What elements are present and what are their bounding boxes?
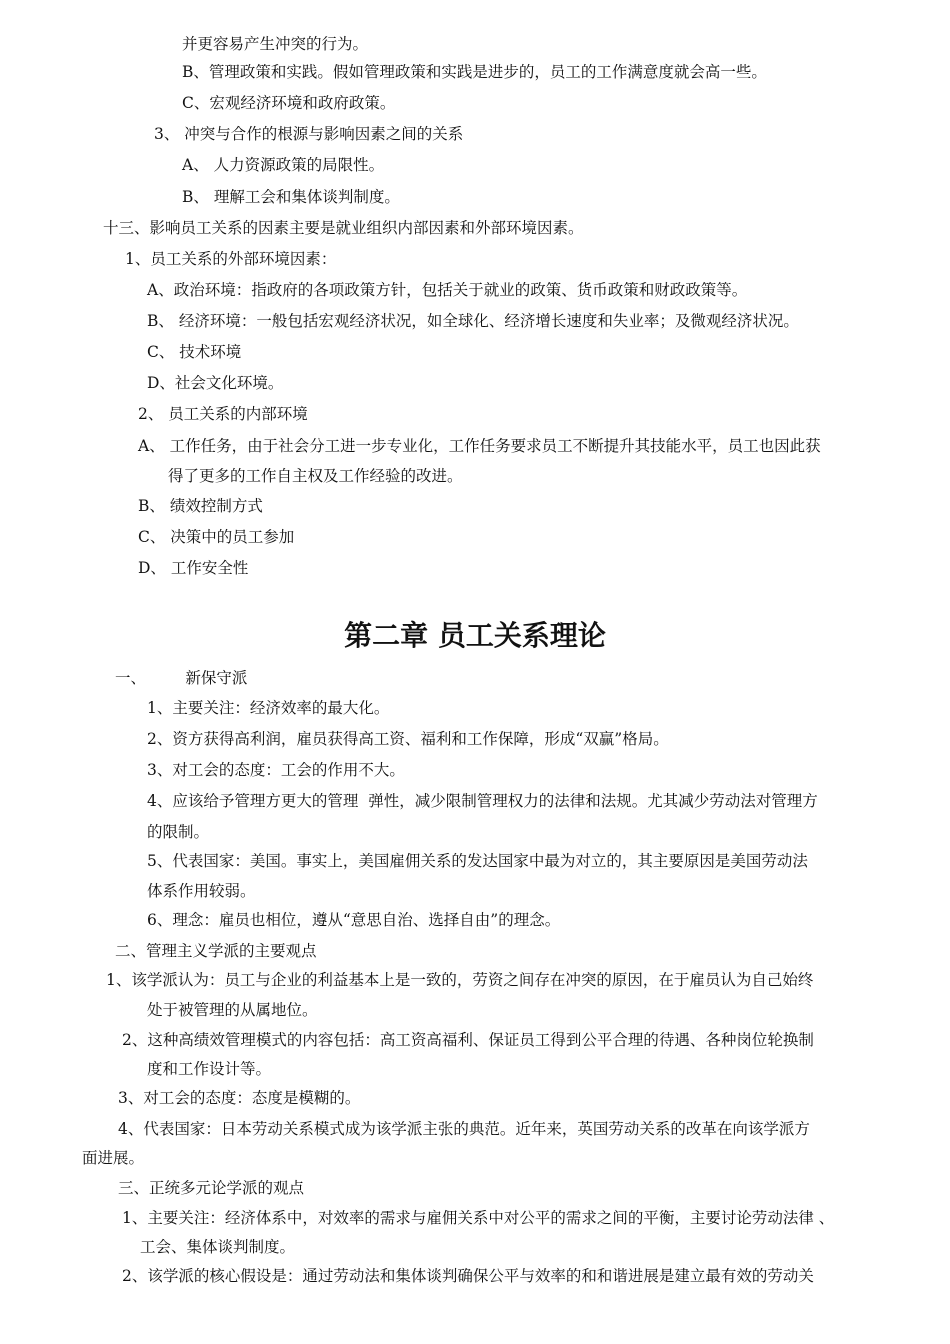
text-line: B、 绩效控制方式 [138, 497, 263, 515]
text-line: 二、管理主义学派的主要观点 [115, 942, 317, 960]
text-line: 1、主要关注：经济体系中，对效率的需求与雇佣关系中对公平的需求之间的平衡，主要讨论劳动法律 、 [122, 1209, 835, 1227]
text-line: 6、理念：雇员也相位，遵从“意思自治、选择自由”的理念。 [147, 911, 561, 929]
text-line: C、宏观经济环境和政府政策。 [182, 94, 396, 112]
text-line: 3、对工会的态度：态度是模糊的。 [118, 1089, 361, 1107]
text-line: 体系作用较弱。 [147, 882, 256, 900]
text-line: 3、 冲突与合作的根源与影响因素之间的关系 [154, 125, 464, 143]
text-line: 4、代表国家：日本劳动关系模式成为该学派主张的典范。近年来，英国劳动关系的改革在向该学派方 [118, 1120, 810, 1138]
text-line: 处于被管理的从属地位。 [147, 1001, 318, 1019]
text-line: A、政治环境：指政府的各项政策方针，包括关于就业的政策、货币政策和财政政策等。 [147, 281, 748, 299]
text-line: 一、 新保守派 [115, 669, 248, 687]
text-line: A、 工作任务，由于社会分工进一步专业化，工作任务要求员工不断提升其技能水平，员工也因此获 [138, 437, 821, 455]
text-line: 的限制。 [147, 823, 210, 841]
text-line: C、 决策中的员工参加 [138, 528, 295, 546]
text-line: B、 理解工会和集体谈判制度。 [182, 188, 400, 206]
text-line: 1、员工关系的外部环境因素： [125, 250, 337, 268]
text-line: 工会、集体谈判制度。 [140, 1238, 296, 1256]
text-line: 2、该学派的核心假设是：通过劳动法和集体谈判确保公平与效率的和和谐进展是建立最有效的劳动关 [122, 1267, 814, 1285]
text-line: 4、应该给予管理方更大的管理 弹性，减少限制管理权力的法律和法规。尤其减少劳动法对管理方 [147, 792, 818, 810]
text-line: 度和工作设计等。 [147, 1060, 272, 1078]
text-line: 得了更多的工作自主权及工作经验的改进。 [168, 467, 463, 485]
text-line: 1、主要关注：经济效率的最大化。 [147, 699, 390, 717]
text-line: 1、该学派认为：员工与企业的利益基本上是一致的，劳资之间存在冲突的原因，在于雇员认为自己始终 [106, 971, 814, 989]
text-line: 十三、影响员工关系的因素主要是就业组织内部因素和外部环境因素。 [103, 219, 584, 237]
chapter-title: 第二章 员工关系理论 [344, 619, 606, 652]
text-line: B、管理政策和实践。假如管理政策和实践是进步的，员工的工作满意度就会高一些。 [182, 63, 767, 81]
text-line: C、 技术环境 [147, 343, 242, 361]
text-line: 2、 员工关系的内部环境 [138, 405, 308, 423]
text-line: A、 人力资源政策的局限性。 [182, 156, 385, 174]
text-line: 三、正统多元论学派的观点 [118, 1179, 305, 1197]
text-line: 3、对工会的态度：工会的作用不大。 [147, 761, 405, 779]
text-line: 5、代表国家：美国。事实上，美国雇佣关系的发达国家中最为对立的，其主要原因是美国劳动法 [147, 852, 808, 870]
text-line: B、 经济环境：一般包括宏观经济状况，如全球化、经济增长速度和失业率；及微观经济状况。 [147, 312, 799, 330]
text-line: 面进展。 [82, 1149, 145, 1167]
text-line: 并更容易产生冲突的行为。 [182, 35, 369, 53]
text-line: 2、资方获得高利润，雇员获得高工资、福利和工作保障，形成“双赢”格局。 [147, 730, 669, 748]
text-line: D、社会文化环境。 [147, 374, 284, 392]
text-line: 2、这种高绩效管理模式的内容包括：高工资高福利、保证员工得到公平合理的待遇、各种岗位轮换制 [122, 1031, 814, 1049]
text-line: D、 工作安全性 [138, 559, 249, 577]
